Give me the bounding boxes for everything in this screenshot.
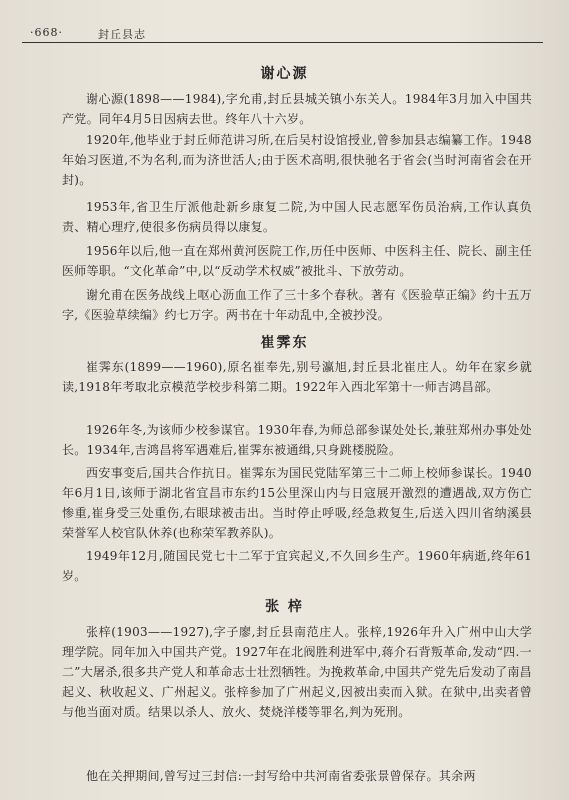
paragraph: 他在关押期间,曾写过三封信:一封写给中共河南省委张景曾保存。其余两	[86, 769, 476, 783]
book-title: 封丘县志	[98, 28, 146, 41]
section-heading: 谢心源	[260, 66, 309, 82]
paragraph: 谢允甫在医务战线上呕心沥血工作了三十多个春秋。著有《医验草正编》约十五万字,《医验草续编》约七万字。两书在十年动乱中,全被抄没。	[62, 288, 532, 322]
paragraph: 张梓(1903——1927),字子廖,封丘县南范庄人。张梓,1926年升入广州中山大学理学院。同年加入中国共产党。1927年在北阀胜利进军中,蒋介石背叛革命,发动“四.一二”大屠杀,很多共产党人和革命志士壮烈牺牲。为挽救革命,中国共产党先后发动了南昌起义、秋收起义、广州起义。张梓参加了广州起义,因被出卖而入狱。在狱中,出卖者曾与他当面对质。结果以杀人、放火、焚烧洋楼等罪名,判为死刑。	[62, 625, 532, 719]
paragraph: 1949年12月,随国民党七十二军于宜宾起义,不久回乡生产。1960年病逝,终年61岁。	[62, 549, 532, 583]
paragraph: 西安事变后,国共合作抗日。崔霁东为国民党陆军第三十二师上校师参谋长。1940年6月1日,该师于湖北省宜昌市东约15公里深山内与日寇展开激烈的遭遇战,双方伤亡惨重,崔身受三处重伤,右眼球被击出。当时停止呼吸,经急救复生,后送入四川省纳溪县荣誉军人校官队休养(也称荣军教养队)。	[62, 466, 532, 540]
paragraph: 1920年,他毕业于封丘师范讲习所,在后吴村设馆授业,曾参加县志编纂工作。1948年始习医道,不为名利,而为济世活人;由于医术高明,很快驰名于省会(当时河南省会在开封)。	[62, 133, 532, 187]
paragraph: 谢心源(1898——1984),字允甫,封丘县城关镇小东关人。1984年3月加入中国共产党。同年4月5日因病去世。终年八十六岁。	[62, 92, 532, 126]
section-heading: 张 梓	[265, 599, 304, 615]
paragraph: 1956年以后,他一直在郑州黄河医院工作,历任中医师、中医科主任、院长、副主任医师等职。“文化革命”中,以“反动学术权威”被批斗、下放劳动。	[62, 244, 532, 278]
paragraph: 崔霁东(1899——1960),原名崔奉先,别号瀛旭,封丘县北崔庄人。幼年在家乡就读,1918年考取北京模范学校步科第二期。1922年入西北军第十一师吉鸿昌部。	[62, 360, 532, 394]
header-rule	[22, 42, 543, 43]
page-number: ·668·	[30, 26, 63, 39]
paragraph: 1953年,省卫生厅派他赴新乡康复二院,为中国人民志愿军伤员治病,工作认真负责、精心理疗,使很多伤病员得以康复。	[62, 200, 532, 234]
paragraph: 1926年冬,为该师少校参谋官。1930年春,为师总部参谋处处长,兼驻郑州办事处处长。1934年,吉鸿昌将军遇难后,崔霁东被通缉,只身跳楼脱险。	[62, 423, 532, 457]
section-heading: 崔霁东	[260, 335, 309, 351]
page-header	[22, 22, 547, 44]
